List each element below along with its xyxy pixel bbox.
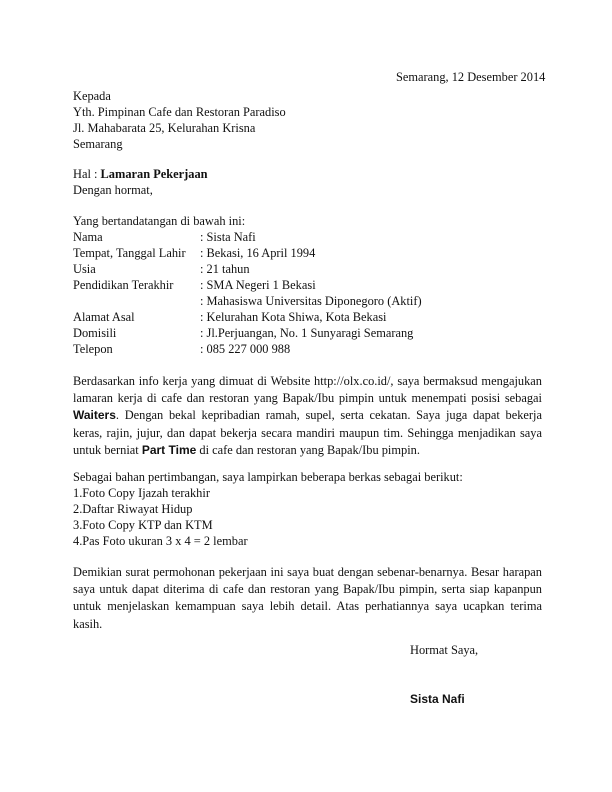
detail-value: : Mahasiswa Universitas Diponegoro (Aktif) xyxy=(200,294,422,308)
detail-row xyxy=(73,341,543,357)
recipient-line: Yth. Pimpinan Cafe dan Restoran Paradiso xyxy=(73,105,286,119)
detail-label: Tempat, Tanggal Lahir xyxy=(73,246,186,260)
detail-value: : Jl.Perjuangan, No. 1 Sunyaragi Semarang xyxy=(200,326,414,340)
greeting: Dengan hormat, xyxy=(73,183,153,197)
detail-label: Alamat Asal xyxy=(73,310,135,324)
paragraph-text: . Dengan bekal kepribadian ramah, supel, serta cekatan. Saya juga dapat bekerja keras, rajin, jujur, dan dapat bekerja secara mandiri maupun tim. Sehingga menjadikan saya untuk berniat xyxy=(73,408,542,457)
closing-salutation: Hormat Saya, xyxy=(410,643,479,657)
detail-row xyxy=(73,229,543,245)
detail-row xyxy=(73,325,543,341)
detail-row xyxy=(73,261,543,277)
detail-row xyxy=(73,245,543,261)
detail-label: Usia xyxy=(73,262,96,276)
detail-value: : SMA Negeri 1 Bekasi xyxy=(200,278,316,292)
detail-value: : 085 227 000 988 xyxy=(200,342,291,356)
subject-label: Hal : xyxy=(73,167,101,181)
body-paragraph-1 xyxy=(73,373,542,459)
detail-label: Telepon xyxy=(73,342,113,356)
paragraph-text: di cafe dan restoran yang Bapak/Ibu pimpin. xyxy=(196,442,420,457)
detail-label: Domisili xyxy=(73,326,117,340)
detail-value: : Sista Nafi xyxy=(200,230,256,244)
intro-line: Yang bertandatangan di bawah ini: xyxy=(73,214,246,228)
recipient-line: Semarang xyxy=(73,137,123,151)
attachment-item: 4.Pas Foto ukuran 3 x 4 = 2 lembar xyxy=(73,534,248,548)
emphasis-text: Part Time xyxy=(141,442,197,457)
detail-label: Pendidikan Terakhir xyxy=(73,278,174,292)
detail-row xyxy=(73,277,543,293)
detail-row xyxy=(73,309,543,325)
letter-date: Semarang, 12 Desember 2014 xyxy=(396,70,546,84)
signature-name: Sista Nafi xyxy=(410,692,465,706)
paragraph-text: Demikian surat permohonan pekerjaan ini saya buat dengan sebenar-benarnya. Besar harapan saya untuk dapat diterima di cafe dan restoran yang Bapak/Ibu pimpin, serta siap kapanpun untuk menjelaskan kemampuan saya lebih detail. Atas perhatiannya saya ucapkan terima kasih. xyxy=(73,565,542,631)
attachment-item: 3.Foto Copy KTP dan KTM xyxy=(73,518,213,532)
detail-label: Nama xyxy=(73,230,103,244)
attachment-item: 1.Foto Copy Ijazah terakhir xyxy=(73,486,210,500)
paragraph-text: Berdasarkan info kerja yang dimuat di Website http://olx.co.id/, saya bermaksud mengajukan lamaran kerja di cafe dan restoran yang Bapak/Ibu pimpin untuk menempati posisi sebagai xyxy=(73,374,542,406)
recipient-line: Jl. Mahabarata 25, Kelurahan Krisna xyxy=(73,121,256,135)
recipient-line: Kepada xyxy=(73,89,111,103)
attachments-intro: Sebagai bahan pertimbangan, saya lampirkan beberapa berkas sebagai berikut: xyxy=(73,470,463,484)
attachment-item: 2.Daftar Riwayat Hidup xyxy=(73,502,193,516)
detail-value: : 21 tahun xyxy=(200,262,250,276)
detail-row xyxy=(73,293,543,309)
subject-text: Lamaran Pekerjaan xyxy=(100,167,208,181)
closing-paragraph xyxy=(73,564,542,633)
subject-line xyxy=(73,166,208,182)
detail-value: : Bekasi, 16 April 1994 xyxy=(200,246,316,260)
detail-value: : Kelurahan Kota Shiwa, Kota Bekasi xyxy=(200,310,387,324)
position-text: Waiters xyxy=(73,408,116,423)
